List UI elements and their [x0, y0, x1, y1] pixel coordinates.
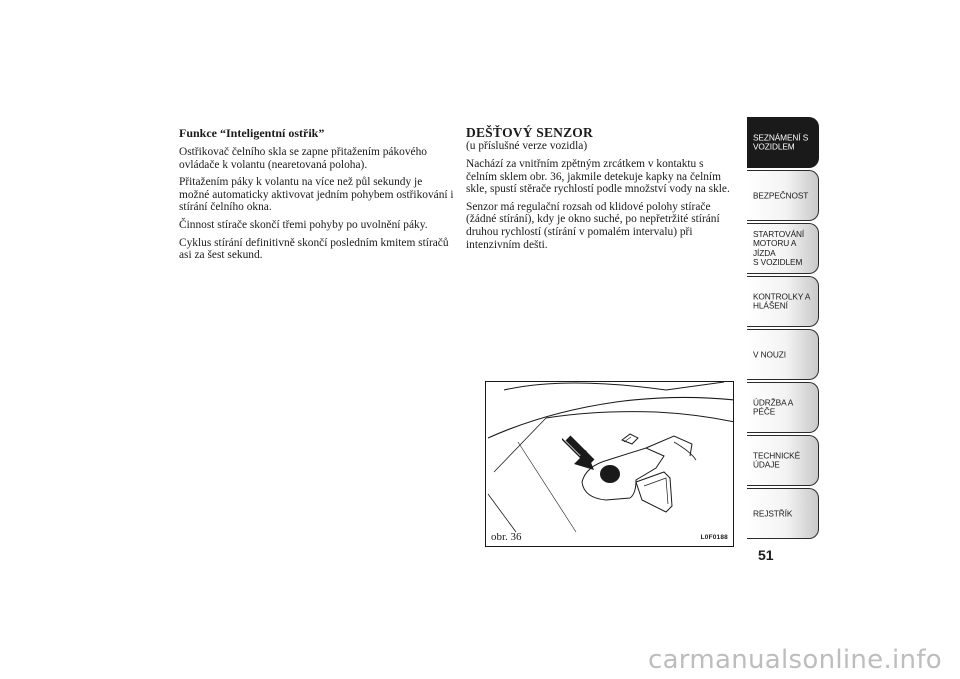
paragraph: Cyklus stírání definitivně skončí posledním kmitem stíračů asi za šest sekund.: [179, 236, 449, 262]
tab-index[interactable]: [747, 488, 819, 539]
section-heading-smart-wash: Funkce “Inteligentní ostřik”: [179, 126, 325, 140]
figure-rain-sensor: [485, 381, 734, 547]
tab-label: TECHNICKÉ ÚDAJE: [753, 450, 801, 470]
tab-maintenance[interactable]: [747, 382, 819, 433]
tab-label: V NOUZI: [753, 348, 786, 359]
tab-technical-data[interactable]: [747, 435, 819, 486]
watermark: carmanualsonline.info: [647, 645, 942, 675]
tab-label: REJSTŘÍK: [753, 507, 793, 518]
tab-label: KONTROLKY A HLÁŠENÍ: [753, 291, 811, 311]
version-note: (u příslušné verze vozidla): [466, 140, 588, 152]
paragraph: Nachází za vnitřním zpětným zrcátkem v kontaktu s čelním sklem obr. 36, jakmile detekuje kapky na čelním skle, spustí stěrače rychlostí podle množství vody na skle.: [466, 158, 730, 196]
paragraph: Senzor má regulační rozsah od klidové polohy stírače (žádné stírání), kdy je okno suché, po nepřetržité stírání druhou rychlostí (stírání v pomalém intervalu) při intenzivním dešti.: [466, 200, 720, 251]
tab-label: BEZPEČNOST: [753, 189, 809, 200]
chapter-tabs: [747, 117, 819, 541]
paragraph: Přitažením páky k volantu na více než půl sekundy je možné automaticky aktivovat jedním pohybem ostřikování i stírání čelního okna.: [179, 176, 454, 214]
tab-starting-and-driving[interactable]: [747, 223, 819, 274]
section-heading-rain-sensor: DEŠŤOVÝ SENZOR: [466, 125, 593, 140]
figure-caption: obr. 36: [491, 531, 522, 543]
figure-code: L0F0188: [700, 534, 728, 541]
tab-label: STARTOVÁNÍ MOTORU A JÍZDA S VOZIDLEM: [753, 228, 805, 267]
paragraph: Činnost stírače skončí třemi pohyby po uvolnění páky.: [179, 218, 428, 231]
tab-label: ÚDRŽBA A PÉČE: [753, 397, 793, 417]
tab-warning-lights[interactable]: [747, 276, 819, 327]
paragraph: Ostřikovač čelního skla se zapne přitažením pákového ovládače k volantu (nearetovaná poloha).: [179, 146, 427, 171]
right-column: [466, 126, 734, 256]
left-column: [179, 126, 454, 267]
tab-getting-to-know-vehicle[interactable]: [747, 117, 819, 168]
tab-emergency[interactable]: [747, 329, 819, 380]
page-number: 51: [758, 547, 774, 563]
rain-sensor-illustration: [486, 382, 734, 547]
tab-label: SEZNÁMENÍ S VOZIDLEM: [753, 132, 809, 152]
tab-safety[interactable]: [747, 170, 819, 221]
